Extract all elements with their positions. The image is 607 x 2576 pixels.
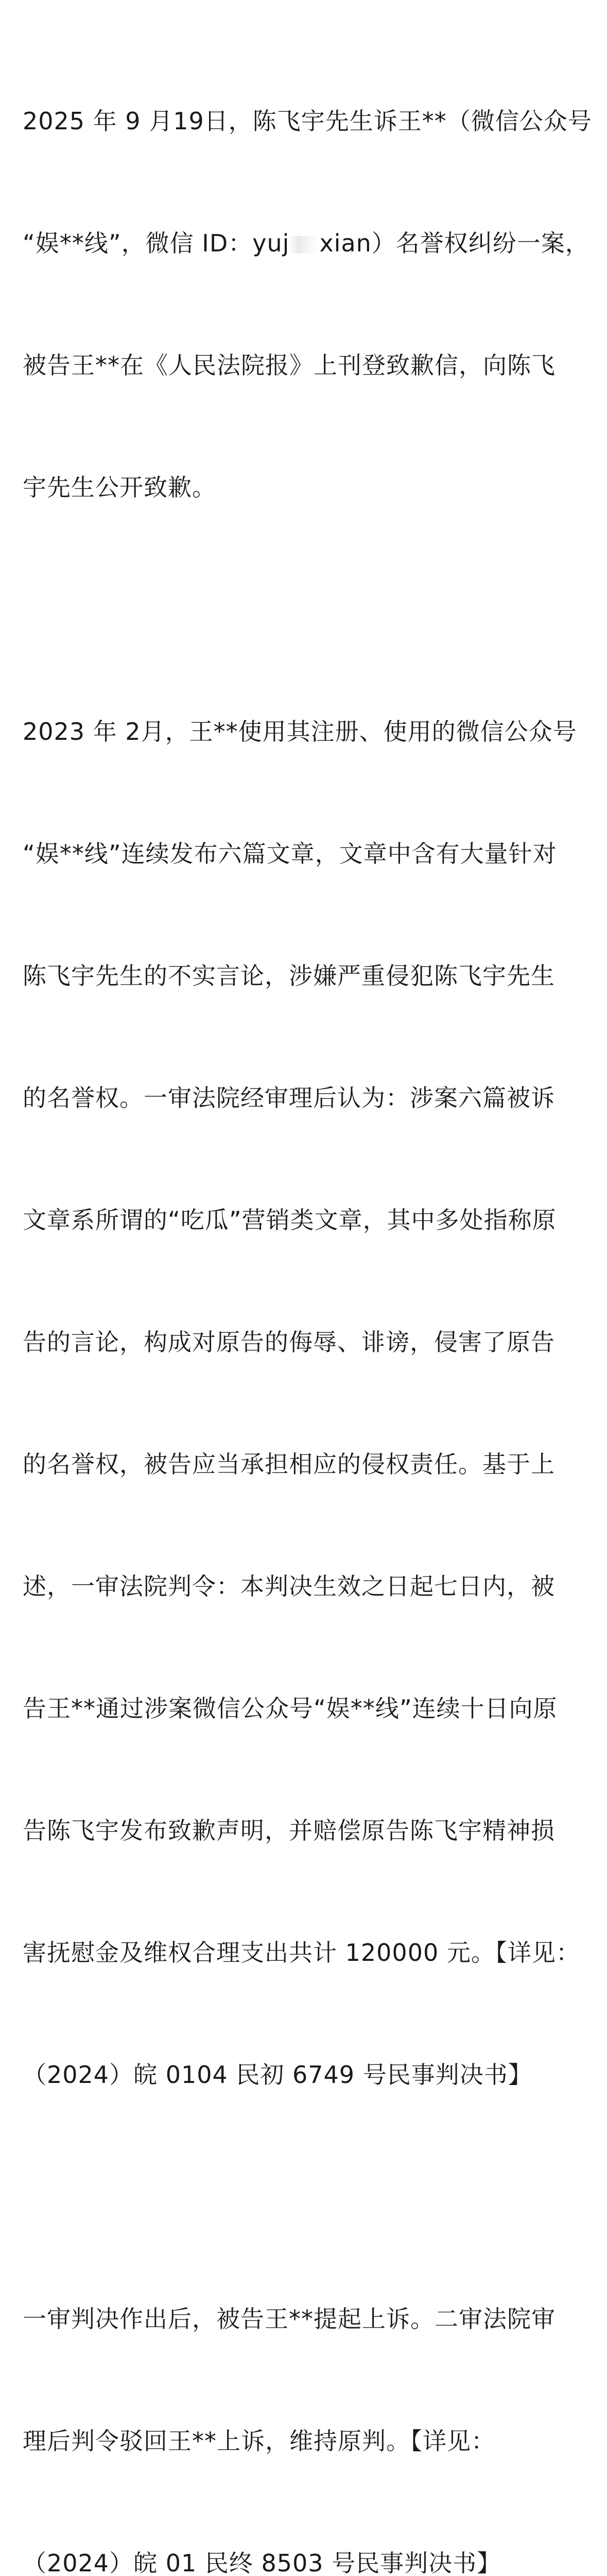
text-line: （2024）皖 01 民终 8503 号民事判决书】 <box>23 2549 501 2576</box>
text-line: 的名誉权，被告应当承担相应的侵权责任。基于上 <box>23 1450 555 1478</box>
text-line: 宇先生公开致歉。 <box>23 473 216 501</box>
text-line: 文章系所谓的“吃瓜”营销类文章，其中多处指称原 <box>23 1206 557 1234</box>
text-segment: xian）名誉权纠纷一案， <box>319 229 589 257</box>
paragraph-first-instance <box>23 630 594 2177</box>
text-line: 被告王**在《人民法院报》上刊登致歉信，向陈飞 <box>23 351 556 379</box>
text-line: 告陈飞宇发布致歉声明，并赔偿原告陈飞宇精神损 <box>23 1817 555 1844</box>
text-line: 述，一审法院判令：本判决生效之日起七日内，被 <box>23 1572 555 1600</box>
text-line: 告的言论，构成对原告的侮辱、诽谤，侵害了原告 <box>23 1328 555 1356</box>
text-line: 2025 年 9 月19日，陈飞宇先生诉王**（微信公众号 <box>23 107 592 135</box>
paragraph-apology-announcement <box>23 20 594 589</box>
text-line-with-redaction <box>23 223 594 264</box>
text-segment: “娱**线”，微信 ID：yuj <box>23 229 290 257</box>
redaction-blur <box>289 236 319 253</box>
paragraph-second-instance <box>23 2217 594 2576</box>
text-line: （2024）皖 0104 民初 6749 号民事判决书】 <box>23 2061 532 2089</box>
text-line: 陈飞宇先生的不实言论，涉嫌严重侵犯陈飞宇先生 <box>23 962 555 990</box>
text-line: 的名誉权。一审法院经审理后认为：涉案六篇被诉 <box>23 1084 555 1112</box>
text-line: 理后判令驳回王**上诉，维持原判。【详见： <box>23 2427 495 2455</box>
text-line: 害抚慰金及维权合理支出共计 120000 元。【详见： <box>23 1939 580 1967</box>
text-line: 告王**通过涉案微信公众号“娱**线”连续十日向原 <box>23 1694 558 1722</box>
statement-document <box>23 20 594 2576</box>
text-line: 2023 年 2月，王**使用其注册、使用的微信公众号 <box>23 718 577 745</box>
text-line: 一审判决作出后，被告王**提起上诉。二审法院审 <box>23 2305 556 2333</box>
text-line: “娱**线”连续发布六篇文章，文章中含有大量针对 <box>23 840 557 868</box>
